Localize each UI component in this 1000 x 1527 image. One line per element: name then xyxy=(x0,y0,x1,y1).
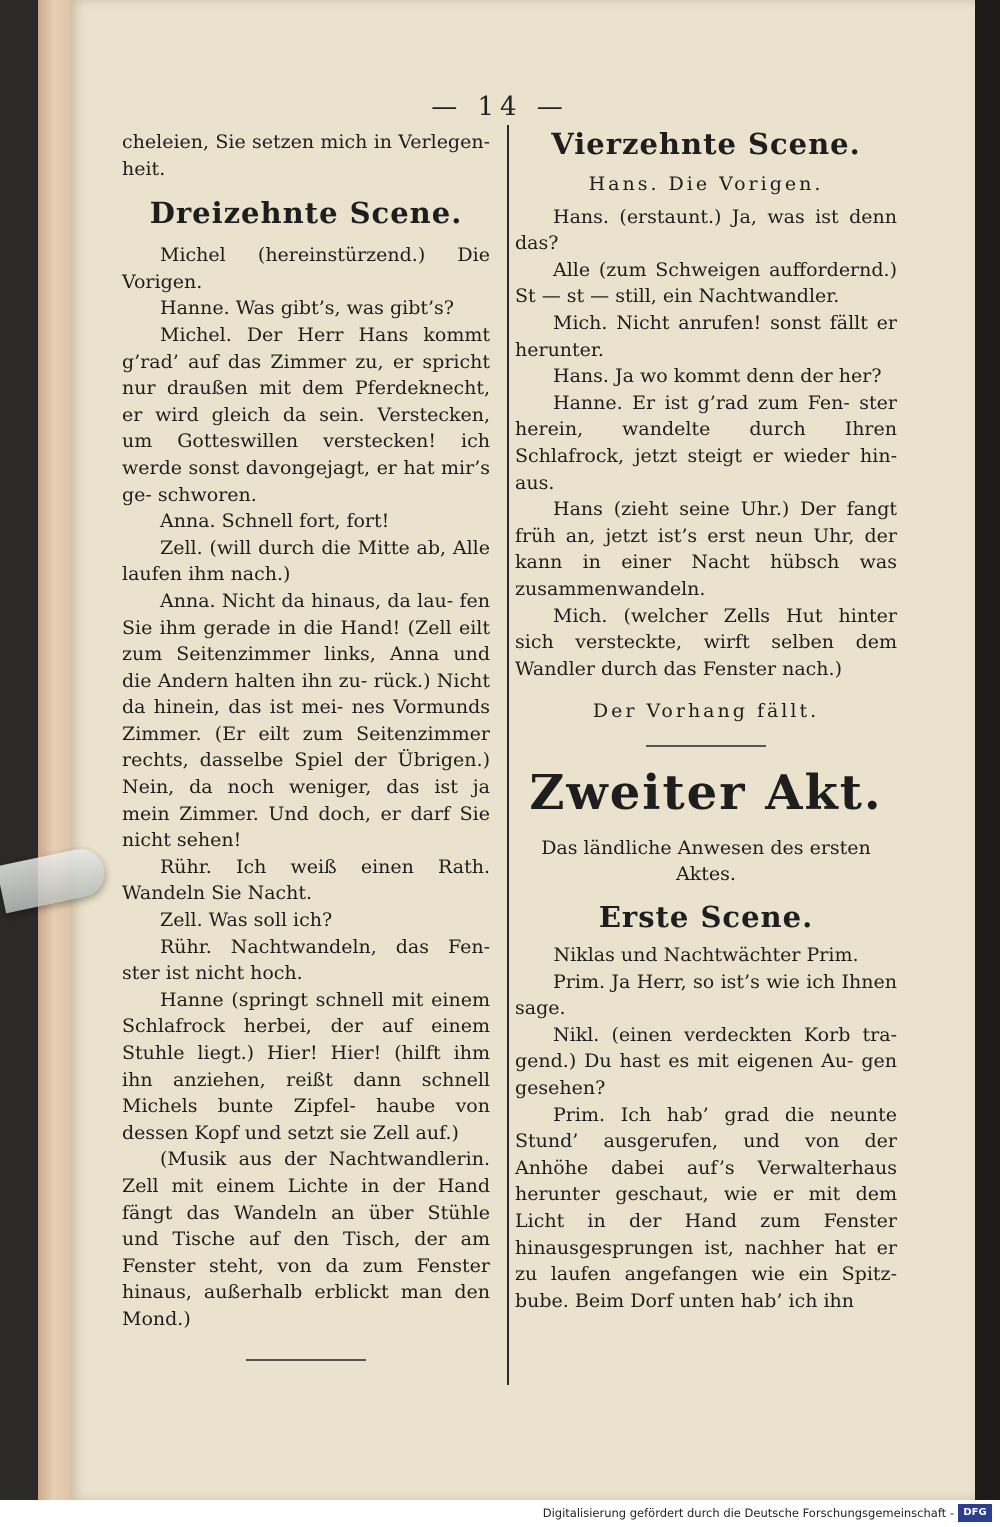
dialogue-paragraph: Hans. (erstaunt.) Ja, was ist denn das? xyxy=(515,205,897,255)
cast-line: Hans. Die Vorigen. xyxy=(588,173,824,195)
scene-heading: Dreizehnte Scene. xyxy=(149,196,463,231)
dialogue-paragraph: Prim. Ja Herr, so ist’s wie ich Ihnen sage. xyxy=(515,970,897,1020)
footer-bar xyxy=(0,1500,1000,1527)
dialogue-paragraph: Rühr. Ich weiß einen Rath. Wandeln Sie Nacht. xyxy=(122,855,490,905)
act-setting: Das ländliche Anwesen des ersten Aktes. xyxy=(541,836,871,886)
section-rule xyxy=(246,1359,366,1361)
funding-notice: Digitalisierung gefördert durch die Deutsche Forschungsgemeinschaft - xyxy=(542,1506,954,1520)
column-divider xyxy=(507,125,509,1385)
dialogue-paragraph: Rühr. Nachtwandeln, das Fen- ster ist nicht hoch. xyxy=(122,935,490,985)
stage-direction: Mich. (welcher Zells Hut hinter sich versteckte, wirft selben dem Wandler durch das Fenster nach.) xyxy=(515,604,897,680)
dfg-logo: DFG xyxy=(958,1504,992,1522)
cast-line: Niklas und Nachtwächter Prim. xyxy=(553,944,859,967)
scan-background xyxy=(975,0,1000,1500)
dialogue-paragraph: Alle (zum Schweigen auffordernd.) St — st — still, ein Nachtwandler. xyxy=(515,258,897,308)
dialogue-paragraph: Hans. Ja wo kommt denn der her? xyxy=(553,365,882,388)
dialogue-paragraph: Michel. Der Herr Hans kommt g’rad’ auf das Zimmer zu, er spricht nur draußen mit dem Pferdeknecht, er wird gleich da sein. Verstecken, um Gotteswillen verstecken! ich werde sonst davongejagt, er hat mir’s ge- schworen. xyxy=(122,323,490,506)
dialogue-paragraph: Zell. Was soll ich? xyxy=(160,909,333,932)
scene-heading: Vierzehnte Scene. xyxy=(551,127,861,161)
left-column xyxy=(122,125,490,1361)
dialogue-paragraph: Hanne (springt schnell mit einem Schlafrock herbei, der auf einem Stuhle liegt.) Hier! Hier! (hilft ihm ihn anziehen, reißt dann schnell Michels bunte Zipfel- haube von dessen Kopf und setzt sie Zell auf.) xyxy=(122,988,490,1144)
dialogue-paragraph: Hanne. Was gibt’s, was gibt’s? xyxy=(160,297,454,320)
page-number: — 14 — xyxy=(431,92,569,122)
dialogue-paragraph: Nikl. (einen verdeckten Korb tra- gend.) Du hast es mit eigenen Au- gen gesehen? xyxy=(515,1023,897,1100)
curtain-line: Der Vorhang fällt. xyxy=(592,700,820,723)
dialogue-paragraph: Prim. Ich hab’ grad die neunte Stund’ ausgerufen, und von der Anhöhe dabei auf’s Verwalterhaus herunter geschaut, wie er mit dem Licht in der Hand zum Fenster hinausgesprungen ist, nachher hat er zu laufen angefangen wie ein Spitz- bube. Beim Dorf unten hab’ ich ihn xyxy=(515,1103,897,1312)
continuation-text: cheleien, Sie setzen mich in Verlegen- heit. xyxy=(122,131,490,180)
dialogue-paragraph: Hanne. Er ist g’rad zum Fen- ster herein, wandelte durch Ihren Schlafrock, jetzt steigt er wieder hin- aus. xyxy=(515,391,897,494)
dialogue-paragraph: Mich. Nicht anrufen! sonst fällt er herunter. xyxy=(515,311,897,361)
dialogue-paragraph: Anna. Schnell fort, fort! xyxy=(160,510,390,533)
dialogue-paragraph: Zell. (will durch die Mitte ab, Alle laufen ihm nach.) xyxy=(122,536,490,586)
dialogue-paragraph: Hans (zieht seine Uhr.) Der fangt früh an, jetzt ist’s erst neun Uhr, der kann in einer Nacht hübsch was zusammenwandeln. xyxy=(515,498,897,600)
cast-line: Michel (hereinstürzend.) Die Vorigen. xyxy=(122,244,490,293)
right-column xyxy=(515,125,897,1314)
act-heading: Zweiter Akt. xyxy=(529,764,883,821)
scene-heading: Erste Scene. xyxy=(598,900,814,935)
dialogue-paragraph: Anna. Nicht da hinaus, da lau- fen Sie ihm gerade in die Hand! (Zell eilt zum Seitenzimmer links, Anna und die Andern halten ihn zu- rück.) Nicht da hinein, das ist mei- nes Vormunds Zimmer. (Er eilt zum Seitenzimmer rechts, dasselbe Spiel der Übrigen.) Nein, da noch weniger, das ist ja mein Zimmer. Und doch, er darf Sie nicht sehen! xyxy=(122,589,490,852)
stage-direction: (Musik aus der Nachtwandlerin. Zell mit einem Lichte in der Hand fängt das Wandeln an über Stühle und Tische auf den Tisch, der am Fenster steht, von da zum Fenster hinaus, außerhalb erblickt man den Mond.) xyxy=(122,1148,490,1330)
